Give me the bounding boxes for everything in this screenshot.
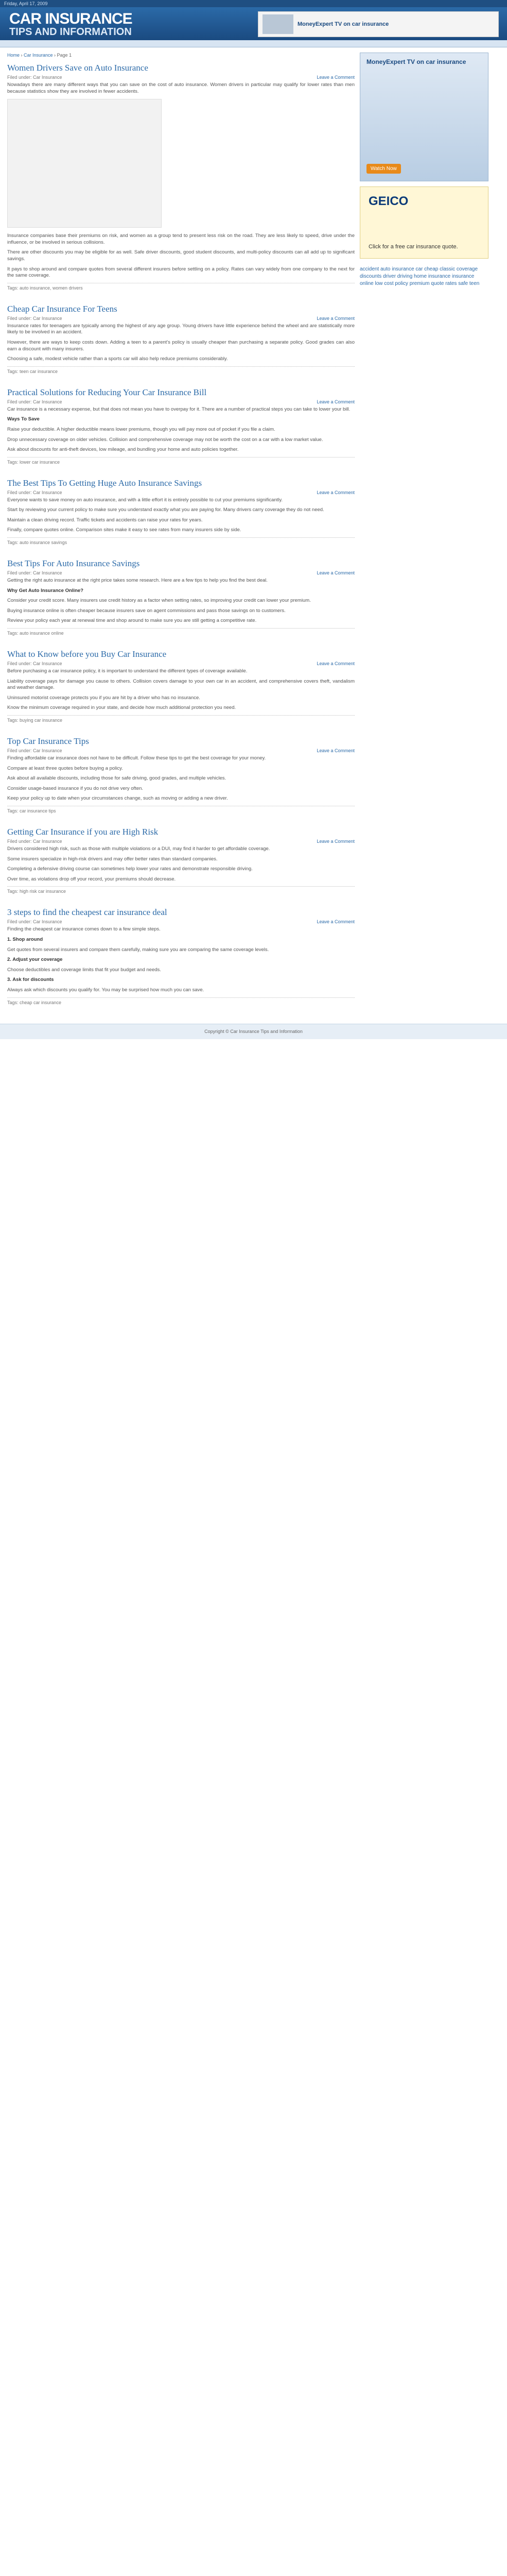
post-category: Filed under: Car Insurance [7, 315, 62, 321]
post-title[interactable]: Cheap Car Insurance For Teens [7, 303, 117, 314]
post-paragraph: Know the minimum coverage required in your state, and decide how much additional protection you need. [7, 705, 236, 711]
post-body [7, 406, 355, 453]
ad-text: MoneyExpert TV on car insurance [298, 21, 389, 27]
post-paragraph: Finding affordable car insurance does not have to be difficult. Follow these tips to get the best coverage for your money. [7, 755, 266, 761]
post-title[interactable]: 3 steps to find the cheapest car insurance deal [7, 907, 167, 918]
site-logo[interactable] [9, 11, 132, 37]
post-title[interactable]: Top Car Insurance Tips [7, 736, 89, 746]
sidebar-ad-button[interactable]: Watch Now [366, 164, 401, 174]
post [7, 907, 355, 1005]
comments-link[interactable]: Leave a Comment [317, 838, 355, 844]
post [7, 387, 355, 465]
post-list [7, 63, 355, 1005]
post-paragraph: Liability coverage pays for damage you cause to others. Collision covers damage to your own car in an accident, and comprehensive covers theft, vandalism and weather damage. [7, 678, 355, 691]
post-subheading: 3. Ask for discounts [7, 977, 54, 983]
post-body [7, 846, 355, 883]
post-title[interactable]: Women Drivers Save on Auto Insurance [7, 63, 148, 73]
post-paragraph: Ask about discounts for anti-theft devices, low mileage, and bundling your home and auto policies together. [7, 447, 239, 453]
post-title[interactable]: What to Know before you Buy Car Insurance [7, 649, 167, 659]
post-paragraph: Uninsured motorist coverage protects you if you are hit by a driver who has no insurance. [7, 694, 200, 701]
post-body [7, 668, 355, 711]
geico-ad-text: Click for a free car insurance quote. [369, 244, 458, 250]
post-body [7, 926, 355, 993]
post-paragraph: Before purchasing a car insurance policy, it is important to understand the different types of coverage available. [7, 668, 248, 674]
breadcrumb-home[interactable]: Home [7, 53, 20, 58]
post-meta [7, 839, 355, 844]
post-paragraph: Ask about all available discounts, including those for safe driving, good grades, and multiple vehicles. [7, 775, 226, 782]
comments-link[interactable]: Leave a Comment [317, 919, 355, 925]
breadcrumb-current: Page 1 [57, 53, 72, 58]
post-paragraph: However, there are ways to keep costs down. Adding a teen to a parent's policy is usually cheaper than purchasing a separate policy. Good grades can also earn a discount with many insurers. [7, 339, 355, 352]
sidebar [360, 47, 500, 1019]
ad-image [263, 14, 293, 34]
post-title[interactable]: Getting Car Insurance if you are High Risk [7, 826, 159, 837]
post-body [7, 323, 355, 363]
post-category: Filed under: Car Insurance [7, 838, 62, 844]
logo-title: CAR INSURANCE [9, 10, 132, 27]
post-meta [7, 919, 355, 924]
sidebar-video-ad[interactable] [360, 53, 488, 181]
post-tags[interactable]: Tags: auto insurance online [7, 628, 355, 636]
post-tags[interactable]: Tags: auto insurance savings [7, 537, 355, 545]
post-paragraph: Buying insurance online is often cheaper because insurers save on agent commissions and pass those savings on to customers. [7, 607, 286, 614]
post [7, 827, 355, 894]
post-meta [7, 75, 355, 80]
post-paragraph: Some insurers specialize in high-risk drivers and may offer better rates than standard companies. [7, 856, 218, 862]
tag-cloud[interactable]: accident auto insurance car cheap classic coverage discounts driver driving home insurance insurance online low cost policy premium quote rates safe teen [360, 266, 480, 286]
post-paragraph: There are other discounts you may be eligible for as well. Safe driver discounts, good student discounts, and multi-policy discounts can all add up to significant savings. [7, 249, 355, 262]
post-paragraph: Review your policy each year at renewal time and shop around to make sure you are still getting a competitive rate. [7, 618, 257, 624]
post-category: Filed under: Car Insurance [7, 489, 62, 495]
post-category: Filed under: Car Insurance [7, 748, 62, 753]
post-paragraph: Always ask which discounts you qualify for. You may be surprised how much you can save. [7, 987, 204, 993]
post-subheading: Ways To Save [7, 416, 40, 422]
top-bar [0, 0, 507, 7]
post-meta [7, 490, 355, 495]
post-paragraph: Finding the cheapest car insurance comes down to a few simple steps. [7, 926, 161, 933]
breadcrumb: Home › Car Insurance › Page 1 [7, 53, 72, 58]
post-body [7, 755, 355, 802]
post-tags[interactable]: Tags: lower car insurance [7, 457, 355, 465]
post-meta [7, 748, 355, 753]
post-meta [7, 316, 355, 321]
breadcrumb-category[interactable]: Car Insurance [24, 53, 53, 58]
post-body [7, 82, 355, 279]
post-title[interactable]: Practical Solutions for Reducing Your Car Insurance Bill [7, 387, 207, 397]
post-meta [7, 661, 355, 666]
post-paragraph: Nowadays there are many different ways that you can save on the cost of auto insurance. Women drivers in particular may qualify for lower rates than men because statistics show they are involved in fewer accidents. [7, 82, 355, 94]
post-tags[interactable]: Tags: auto insurance, women drivers [7, 283, 355, 291]
post-paragraph: Raise your deductible. A higher deductible means lower premiums, though you will pay more out of pocket if you file a claim. [7, 426, 275, 432]
post-tags[interactable]: Tags: buying car insurance [7, 715, 355, 723]
post-paragraph: It pays to shop around and compare quotes from several different insurers before settling on a policy. Rates can vary widely from one company to the next for the same coverage. [7, 266, 355, 279]
post [7, 558, 355, 636]
post-title[interactable]: The Best Tips To Getting Huge Auto Insurance Savings [7, 478, 202, 488]
comments-link[interactable]: Leave a Comment [317, 315, 355, 321]
post-tags[interactable]: Tags: car insurance tips [7, 806, 355, 814]
post-paragraph: Over time, as violations drop off your record, your premiums should decrease. [7, 876, 176, 882]
post-paragraph: Start by reviewing your current policy to make sure you understand exactly what you are paying for. Many drivers carry coverage they do not need. [7, 507, 324, 513]
post-paragraph: Maintain a clean driving record. Traffic tickets and accidents can raise your rates for years. [7, 517, 203, 523]
post-category: Filed under: Car Insurance [7, 399, 62, 404]
post-paragraph: Consider usage-based insurance if you do not drive very often. [7, 785, 144, 791]
main-column [7, 47, 360, 1019]
post [7, 63, 355, 291]
post-body [7, 578, 355, 624]
post-paragraph: Getting the right auto insurance at the right price takes some research. Here are a few tips to help you find the best deal. [7, 578, 268, 584]
post-paragraph: Choose deductibles and coverage limits that fit your budget and needs. [7, 967, 161, 973]
comments-link[interactable]: Leave a Comment [317, 570, 355, 576]
post-paragraph: Drivers considered high risk, such as those with multiple violations or a DUI, may find it harder to get affordable coverage. [7, 845, 270, 852]
post-paragraph: Choosing a safe, modest vehicle rather than a sports car will also help reduce premiums considerably. [7, 356, 228, 362]
post-subheading: 1. Shop around [7, 936, 43, 942]
header-banner-ad[interactable] [258, 11, 499, 37]
site-header [0, 7, 507, 40]
site-footer [0, 1024, 507, 1039]
post-subheading: Why Get Auto Insurance Online? [7, 587, 83, 594]
post-paragraph: Keep your policy up to date when your circumstances change, such as moving or adding a new driver. [7, 795, 228, 802]
post-tags[interactable]: Tags: high risk car insurance [7, 886, 355, 894]
comments-link[interactable]: Leave a Comment [317, 661, 355, 667]
comments-link[interactable]: Leave a Comment [317, 748, 355, 753]
post-paragraph: Get quotes from several insurers and compare them carefully, making sure you are comparing the same coverage levels. [7, 946, 269, 953]
post-paragraph: Everyone wants to save money on auto insurance, and with a little effort it is entirely possible to cut your premiums significantly. [7, 497, 283, 503]
post-paragraph: Insurance rates for teenagers are typically among the highest of any age group. Young drivers have little experience behind the wheel and are statistically more likely to be involved in an accident. [7, 323, 355, 335]
sidebar-ad-title: MoneyExpert TV on car insurance [366, 58, 466, 65]
page-content [0, 47, 507, 1019]
post-paragraph: Drop unnecessary coverage on older vehicles. Collision and comprehensive coverage may not be worth the cost on a car with a low market value. [7, 436, 323, 443]
post-category: Filed under: Car Insurance [7, 570, 62, 576]
post-paragraph: Consider your credit score. Many insurers use credit history as a factor when setting rates, so improving your credit can lower your premium. [7, 598, 311, 604]
logo-subtitle: TIPS AND INFORMATION [9, 26, 132, 38]
post-meta [7, 399, 355, 404]
footer-text: Copyright © Car Insurance Tips and Information [204, 1029, 303, 1034]
post-paragraph: Compare at least three quotes before buying a policy. [7, 765, 123, 771]
post-category: Filed under: Car Insurance [7, 919, 62, 925]
comments-link[interactable]: Leave a Comment [317, 489, 355, 495]
inline-ad[interactable] [7, 99, 162, 228]
post-subheading: 2. Adjust your coverage [7, 957, 63, 963]
post-title[interactable]: Best Tips For Auto Insurance Savings [7, 558, 140, 569]
post [7, 478, 355, 545]
post-category: Filed under: Car Insurance [7, 75, 62, 80]
sidebar-geico-ad[interactable] [360, 187, 488, 259]
post-tags[interactable]: Tags: teen car insurance [7, 366, 355, 374]
comments-link[interactable]: Leave a Comment [317, 399, 355, 404]
post-category: Filed under: Car Insurance [7, 661, 62, 667]
post-body [7, 497, 355, 534]
post-paragraph: Finally, compare quotes online. Comparison sites make it easy to see rates from many insurers side by side. [7, 527, 241, 533]
post-paragraph: Car insurance is a necessary expense, but that does not mean you have to overpay for it. There are a number of practical steps you can take to lower your bill. [7, 406, 351, 412]
post [7, 649, 355, 723]
post [7, 736, 355, 814]
post-meta [7, 570, 355, 575]
geico-logo: GEICO [369, 194, 409, 208]
post [7, 304, 355, 374]
nav-bar [0, 40, 507, 47]
date-text: Friday, April 17, 2009 [4, 1, 48, 6]
comments-link[interactable]: Leave a Comment [317, 75, 355, 80]
post-tags[interactable]: Tags: cheap car insurance [7, 997, 355, 1005]
post-paragraph: Completing a defensive driving course can sometimes help lower your rates and demonstrate responsible driving. [7, 866, 253, 872]
post-paragraph: Insurance companies base their premiums on risk, and women as a group tend to present less risk on the road. They are less likely to speed, drive under the influence, or be involved in serious collisions. [7, 233, 355, 245]
